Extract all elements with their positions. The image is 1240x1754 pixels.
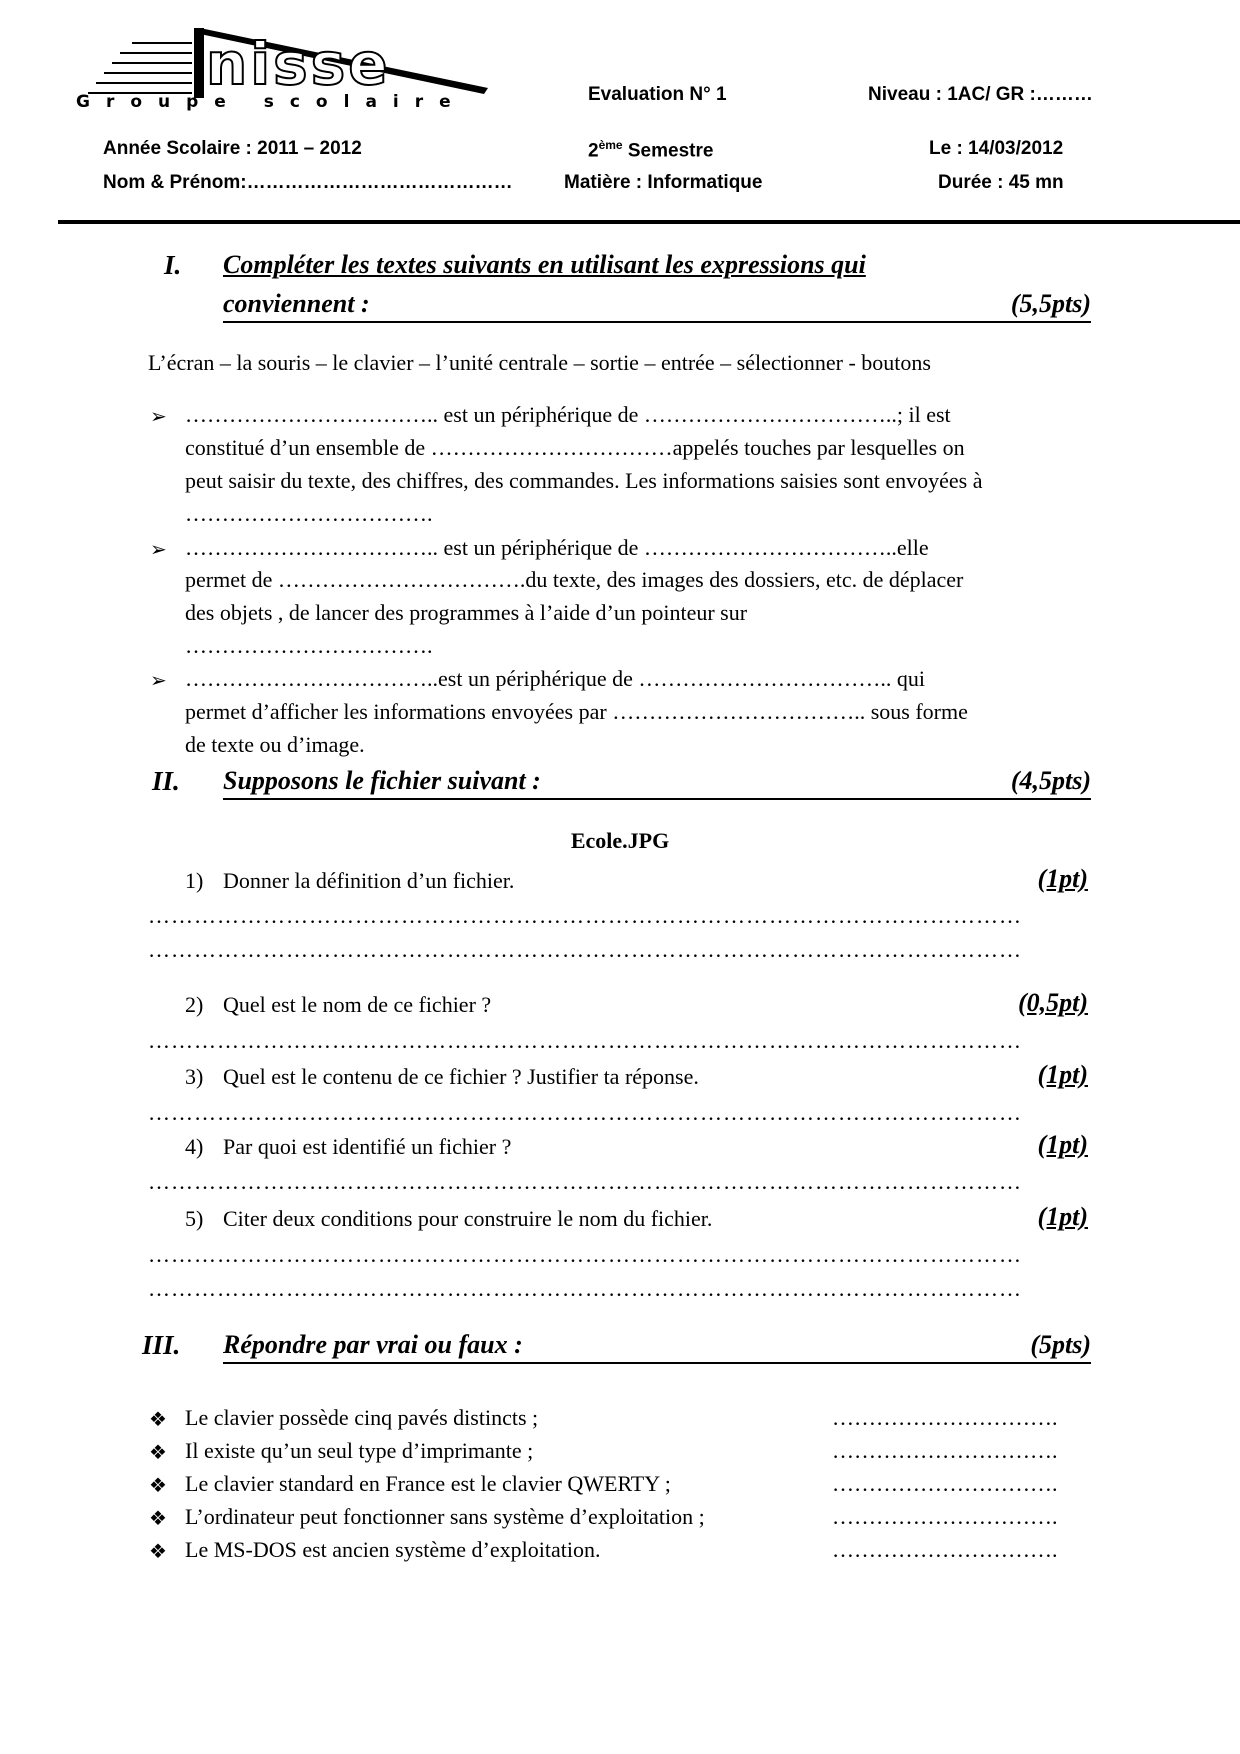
fill-line[interactable]: ……………………………. (185, 501, 433, 526)
section3-numeral: III. (142, 1330, 181, 1360)
statement-text: Le MS-DOS est ancien système d’exploitation. (185, 1537, 601, 1562)
question-text: Quel est le nom de ce fichier ? (223, 992, 492, 1017)
section3-title: Répondre par vrai ou faux : (223, 1330, 523, 1359)
fill-line[interactable]: permet de …………………………….du texte, des images des dossiers, etc. de déplacer (185, 567, 964, 592)
true-false-blank[interactable]: …………………………. (832, 1405, 1058, 1430)
fill-line: de texte ou d’image. (185, 732, 365, 757)
answer-line[interactable]: …………………………………………………………………………………………………… (148, 903, 1022, 928)
statement-text: Il existe qu’un seul type d’imprimante ; (185, 1438, 534, 1463)
evaluation-number: Evaluation N° 1 (588, 84, 727, 105)
answer-line[interactable]: …………………………………………………………………………………………………… (148, 1100, 1022, 1125)
arrow-bullet-icon: ➢ (150, 668, 167, 692)
answer-line[interactable]: …………………………………………………………………………………………………… (148, 1169, 1022, 1194)
diamond-bullet-icon: ❖ (149, 1407, 167, 1431)
fill-line[interactable]: …………………………….. est un périphérique de ……………………………..; il est (185, 402, 951, 427)
question-points: (1pt) (1037, 1130, 1088, 1159)
level-group: Niveau : 1AC/ GR :……… (868, 84, 1093, 105)
word-bank: L’écran – la souris – le clavier – l’unité centrale – sortie – entrée – sélectionner - boutons (148, 350, 931, 375)
section2-title: Supposons le fichier suivant : (223, 766, 541, 795)
answer-line[interactable]: …………………………………………………………………………………………………… (148, 1028, 1022, 1053)
question-points: (1pt) (1037, 1202, 1088, 1231)
section1-points: (5,5pts) (1010, 289, 1091, 318)
section3-title-line (223, 1330, 1091, 1364)
statement-text: Le clavier possède cinq pavés distincts ; (185, 1405, 539, 1430)
fill-line[interactable]: permet d’afficher les informations envoyées par …………………………….. sous forme (185, 699, 968, 724)
fill-line: des objets , de lancer des programmes à l’aide d’un pointeur sur (185, 600, 748, 625)
diamond-bullet-icon: ❖ (149, 1473, 167, 1497)
question-number: 2) (185, 992, 204, 1017)
answer-line[interactable]: …………………………………………………………………………………………………… (148, 1276, 1022, 1301)
section1-numeral: I. (164, 250, 182, 280)
diamond-bullet-icon: ❖ (149, 1440, 167, 1464)
section1-title-line1 (223, 250, 866, 280)
fill-line[interactable]: ……………………………. (185, 633, 433, 658)
duration: Durée : 45 mn (938, 172, 1064, 193)
question-points: (0,5pt) (1017, 988, 1088, 1017)
arrow-bullet-icon: ➢ (150, 537, 167, 561)
exam-date: Le : 14/03/2012 (929, 138, 1064, 159)
arrow-bullet-icon: ➢ (150, 404, 167, 428)
true-false-blank[interactable]: …………………………. (832, 1504, 1058, 1529)
diamond-bullet-icon: ❖ (149, 1539, 167, 1563)
question-points: (1pt) (1037, 1060, 1088, 1089)
answer-line[interactable]: …………………………………………………………………………………………………… (148, 1242, 1022, 1267)
header-divider (58, 220, 1240, 224)
question-points: (1pt) (1037, 864, 1088, 893)
section1-title-line2 (223, 289, 1091, 323)
true-false-blank[interactable]: …………………………. (832, 1438, 1058, 1463)
semester-word: Semestre (622, 140, 714, 162)
section2-points: (4,5pts) (1010, 766, 1091, 795)
semester-superscript: ème (598, 138, 623, 152)
answer-line[interactable]: …………………………………………………………………………………………………… (148, 937, 1022, 962)
statement-text: Le clavier standard en France est le clavier QWERTY ; (185, 1471, 671, 1496)
semester-number: 2 (588, 140, 599, 162)
section2-numeral: II. (152, 766, 180, 796)
question-text: Citer deux conditions pour construire le nom du fichier. (223, 1206, 713, 1231)
question-text: Par quoi est identifié un fichier ? (223, 1134, 512, 1159)
question-text: Quel est le contenu de ce fichier ? Justifier ta réponse. (223, 1064, 699, 1089)
section2-title-line (223, 766, 1091, 800)
filename: Ecole.JPG (570, 828, 670, 853)
school-year: Année Scolaire : 2011 – 2012 (103, 138, 362, 159)
fill-line[interactable]: constitué d’un ensemble de ……………………………appelés touches par lesquelles on (185, 435, 965, 460)
logo-group: Groupe scolaire (76, 92, 467, 112)
true-false-blank[interactable]: …………………………. (832, 1471, 1058, 1496)
logo-brand: nisse (206, 30, 391, 98)
true-false-blank[interactable]: …………………………. (832, 1537, 1058, 1562)
section1-title-text2: conviennent : (223, 289, 370, 318)
fill-line: peut saisir du texte, des chiffres, des commandes. Les informations saisies sont envoyées à (185, 468, 983, 493)
diamond-bullet-icon: ❖ (149, 1506, 167, 1530)
fill-line[interactable]: ……………………………..est un périphérique de …………………………….. qui (185, 666, 925, 691)
section1-title-text: Compléter les textes suivants en utilisant les expressions qui (223, 250, 866, 279)
semester (588, 138, 713, 162)
question-number: 4) (185, 1134, 204, 1159)
section3-points: (5pts) (1030, 1330, 1091, 1359)
question-number: 1) (185, 868, 204, 893)
statement-text: L’ordinateur peut fonctionner sans système d’exploitation ; (185, 1504, 705, 1529)
question-number: 3) (185, 1064, 204, 1089)
fill-line[interactable]: …………………………….. est un périphérique de ……………………………..elle (185, 535, 929, 560)
question-number: 5) (185, 1206, 204, 1231)
subject: Matière : Informatique (564, 172, 763, 193)
student-name-field[interactable]: Nom & Prénom:…………………………………… (103, 172, 513, 193)
school-logo (76, 26, 496, 118)
question-text: Donner la définition d’un fichier. (223, 868, 515, 893)
